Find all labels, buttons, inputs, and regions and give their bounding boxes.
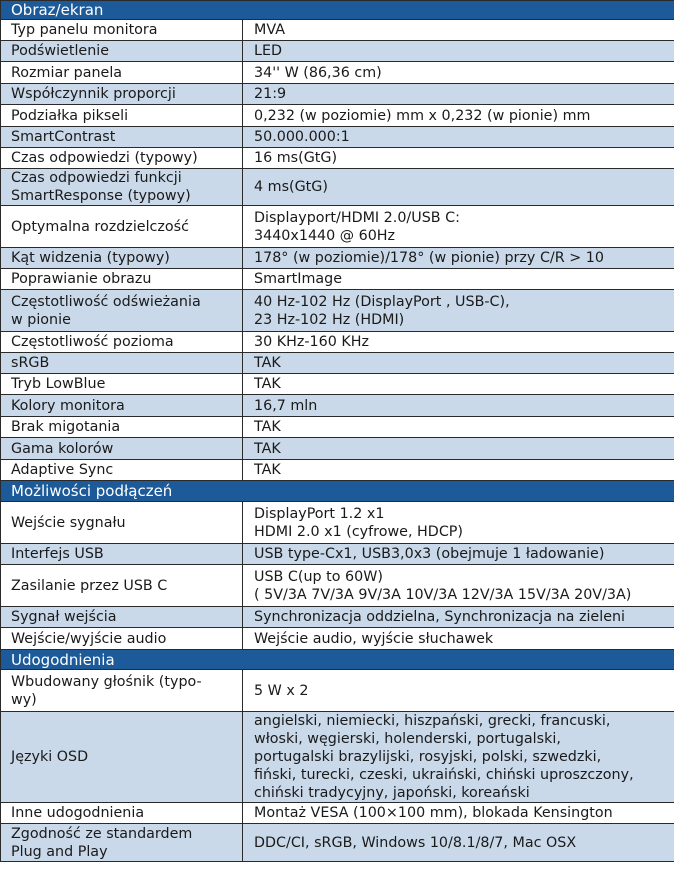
spec-row xyxy=(1,290,674,332)
section-header xyxy=(1,1,674,20)
spec-value: Synchronizacja oddzielna, Synchronizacja na zieleni xyxy=(243,607,674,628)
spec-label: Gama kolorów xyxy=(1,438,243,460)
spec-row xyxy=(1,712,674,803)
spec-label: Podziałka pikseli xyxy=(1,105,243,127)
spec-label: Kolory monitora xyxy=(1,395,243,417)
spec-row xyxy=(1,460,674,481)
spec-value: TAK xyxy=(243,417,674,438)
spec-label: Inne udogodnienia xyxy=(1,803,243,824)
spec-row xyxy=(1,169,674,206)
spec-row xyxy=(1,20,674,41)
section-header xyxy=(1,481,674,502)
spec-row xyxy=(1,105,674,127)
spec-row xyxy=(1,417,674,438)
section-title: Możliwości podłączeń xyxy=(1,481,674,502)
spec-label: Optymalna rozdzielczość xyxy=(1,206,243,248)
spec-value: 30 KHz-160 KHz xyxy=(243,332,674,353)
spec-value: USB type-Cx1, USB3,0x3 (obejmuje 1 ładowanie) xyxy=(243,544,674,565)
spec-value: MVA xyxy=(243,20,674,41)
spec-label: Interfejs USB xyxy=(1,544,243,565)
spec-value: TAK xyxy=(243,438,674,460)
spec-label: Podświetlenie xyxy=(1,41,243,62)
spec-label: Wejście/wyjście audio xyxy=(1,628,243,650)
spec-row xyxy=(1,62,674,84)
spec-label: Rozmiar panela xyxy=(1,62,243,84)
spec-label: Wejście sygnału xyxy=(1,502,243,544)
spec-value: 21:9 xyxy=(243,84,674,105)
spec-row xyxy=(1,438,674,460)
spec-row xyxy=(1,269,674,290)
spec-row xyxy=(1,332,674,353)
spec-value: 4 ms(GtG) xyxy=(243,169,674,206)
section-title: Obraz/ekran xyxy=(1,1,674,20)
spec-label: Brak migotania xyxy=(1,417,243,438)
spec-value: 34'' W (86,36 cm) xyxy=(243,62,674,84)
spec-row xyxy=(1,824,674,862)
spec-label: Czas odpowiedzi funkcji SmartResponse (typowy) xyxy=(1,169,243,206)
section-header xyxy=(1,650,674,670)
spec-value: 40 Hz-102 Hz (DisplayPort , USB-C), 23 Hz-102 Hz (HDMI) xyxy=(243,290,674,332)
spec-row xyxy=(1,84,674,105)
spec-row xyxy=(1,148,674,169)
spec-label: Kąt widzenia (typowy) xyxy=(1,248,243,269)
spec-value: DisplayPort 1.2 x1 HDMI 2.0 x1 (cyfrowe, HDCP) xyxy=(243,502,674,544)
spec-value: TAK xyxy=(243,353,674,374)
spec-row xyxy=(1,670,674,712)
spec-label: Częstotliwość odświeżania w pionie xyxy=(1,290,243,332)
spec-value: SmartImage xyxy=(243,269,674,290)
spec-row xyxy=(1,374,674,395)
spec-row xyxy=(1,628,674,650)
spec-label: Częstotliwość pozioma xyxy=(1,332,243,353)
spec-row xyxy=(1,248,674,269)
spec-label: Wbudowany głośnik (typo- wy) xyxy=(1,670,243,712)
spec-label: Języki OSD xyxy=(1,712,243,803)
spec-row xyxy=(1,544,674,565)
spec-value: 5 W x 2 xyxy=(243,670,674,712)
spec-label: Poprawianie obrazu xyxy=(1,269,243,290)
spec-value: TAK xyxy=(243,460,674,481)
spec-label: sRGB xyxy=(1,353,243,374)
spec-value: USB C(up to 60W) ( 5V/3A 7V/3A 9V/3A 10V/3A 12V/3A 15V/3A 20V/3A) xyxy=(243,565,674,607)
spec-value: 16 ms(GtG) xyxy=(243,148,674,169)
spec-value: angielski, niemiecki, hiszpański, grecki, francuski, włoski, węgierski, holenderski, portugalski, portugalski brazylijski, rosyjski, polski, szwedzki, fiński, turecki, czeski, ukraiński, chiński uproszczony, chiński tradycyjny, japoński, koreański xyxy=(243,712,674,803)
spec-value: Montaż VESA (100×100 mm), blokada Kensington xyxy=(243,803,674,824)
spec-value: 178° (w poziomie)/178° (w pionie) przy C/R > 10 xyxy=(243,248,674,269)
spec-row xyxy=(1,803,674,824)
spec-row xyxy=(1,395,674,417)
spec-value: 16,7 mln xyxy=(243,395,674,417)
spec-label: Adaptive Sync xyxy=(1,460,243,481)
section-title: Udogodnienia xyxy=(1,650,674,670)
spec-row xyxy=(1,607,674,628)
spec-row xyxy=(1,565,674,607)
spec-label: Zasilanie przez USB C xyxy=(1,565,243,607)
spec-table-body xyxy=(1,1,674,862)
spec-value: TAK xyxy=(243,374,674,395)
spec-row xyxy=(1,127,674,148)
spec-value: Wejście audio, wyjście słuchawek xyxy=(243,628,674,650)
spec-value: 0,232 (w poziomie) mm x 0,232 (w pionie) mm xyxy=(243,105,674,127)
spec-value: DDC/CI, sRGB, Windows 10/8.1/8/7, Mac OSX xyxy=(243,824,674,862)
spec-label: Współczynnik proporcji xyxy=(1,84,243,105)
spec-label: Czas odpowiedzi (typowy) xyxy=(1,148,243,169)
spec-label: Sygnał wejścia xyxy=(1,607,243,628)
spec-row xyxy=(1,41,674,62)
spec-row xyxy=(1,502,674,544)
spec-row xyxy=(1,353,674,374)
spec-label: Typ panelu monitora xyxy=(1,20,243,41)
spec-value: 50.000.000:1 xyxy=(243,127,674,148)
spec-value: LED xyxy=(243,41,674,62)
spec-label: SmartContrast xyxy=(1,127,243,148)
spec-value: Displayport/HDMI 2.0/USB C: 3440x1440 @ 60Hz xyxy=(243,206,674,248)
spec-row xyxy=(1,206,674,248)
spec-label: Tryb LowBlue xyxy=(1,374,243,395)
spec-label: Zgodność ze standardem Plug and Play xyxy=(1,824,243,862)
